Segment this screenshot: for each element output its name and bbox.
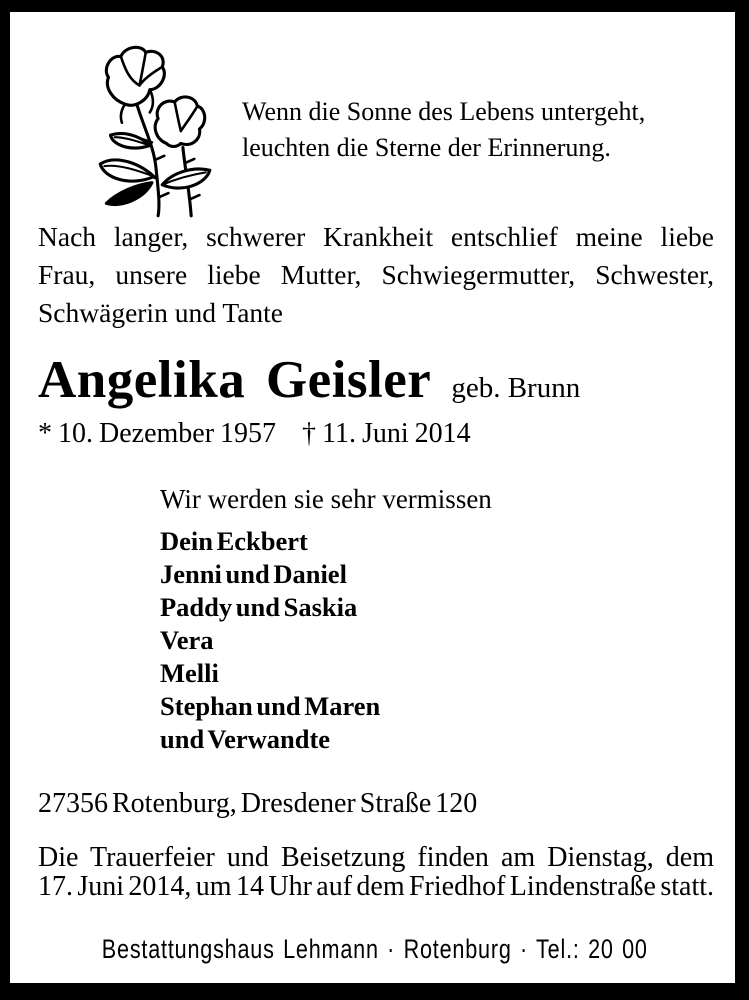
mourner-line: und Verwandte	[160, 724, 331, 754]
mourner-line: Paddy und Saskia	[160, 592, 358, 622]
memorial-quote	[242, 94, 645, 166]
life-dates	[38, 418, 471, 450]
rose-icon	[94, 44, 216, 218]
mourner-line: Stephan und Maren	[160, 691, 381, 721]
deceased-name-row	[38, 350, 580, 410]
address-line: 27356 Rotenburg, Dresdener Straße 120	[38, 788, 478, 819]
mourner-line: Melli	[160, 658, 219, 688]
deceased-name: Angelika Geisler	[38, 351, 432, 409]
maiden-name: geb. Brunn	[451, 372, 581, 404]
funeral-home-footer: Bestattungshaus Lehmann · Rotenburg · Tel.: 20 00	[101, 934, 648, 964]
mourners-list	[160, 525, 380, 756]
mourner-line: Jenni und Daniel	[160, 559, 347, 589]
mourner-line: Vera	[160, 625, 214, 655]
birth-date: * 10. Dezember 1957	[38, 418, 277, 449]
funeral-line-1: Die Trauerfeier und Beisetzung finden am Dienstag, dem	[38, 842, 714, 873]
quote-line-2: leuchten die Sterne der Erinnerung.	[242, 133, 611, 162]
funeral-line-2: 17. Juni 2014, um 14 Uhr auf dem Friedhof Lindenstraße statt.	[38, 871, 714, 902]
intro-line-3: Schwägerin und Tante	[38, 297, 284, 328]
mourner-line: Dein Eckbert	[160, 526, 308, 556]
quote-line-1: Wenn die Sonne des Lebens untergeht,	[242, 97, 646, 126]
intro-line-2: Frau, unsere liebe Mutter, Schwiegermutter, Schwester,	[38, 259, 714, 290]
notice-frame	[10, 12, 735, 983]
farewell-text: Wir werden sie sehr vermissen	[160, 484, 492, 514]
funeral-info	[38, 843, 714, 901]
intro-text	[38, 218, 714, 332]
intro-line-1: Nach langer, schwerer Krankheit entschlief meine liebe	[38, 221, 714, 252]
death-date: † 11. Juni 2014	[302, 418, 471, 449]
